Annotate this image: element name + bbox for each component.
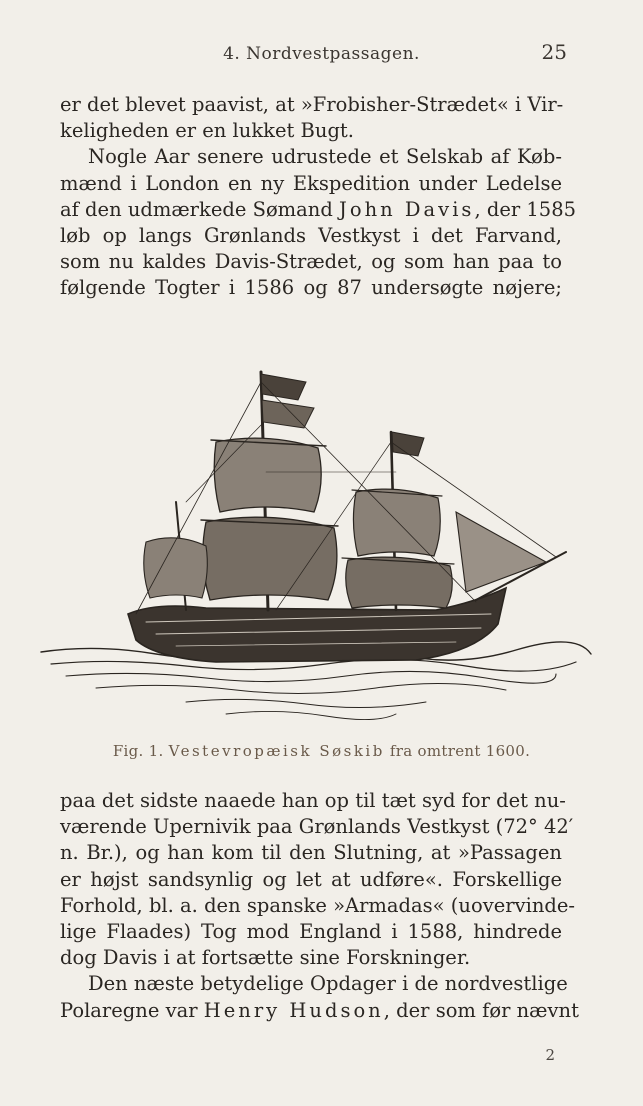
text-line: Nogle Aar senere udrustede et Selskab af Køb-: [88, 145, 562, 169]
text-segment: af den udmærkede Sømand: [60, 197, 340, 221]
text-segment: , der 1585: [474, 197, 577, 221]
caption-prefix: Fig. 1.: [112, 742, 164, 760]
text-line: følgende Togter i 1586 og 87 undersøgte nøjere;: [60, 276, 562, 300]
text-line: keligheden er en lukket Bugt.: [60, 119, 354, 143]
text-line: n. Br.), og han kom til den Slutning, at »Passagen: [60, 841, 562, 865]
text-block-bottom: [60, 788, 579, 1024]
person-name: John Davis: [339, 197, 475, 221]
signature-mark: 2: [545, 1046, 555, 1064]
text-segment: Polaregne var: [60, 998, 204, 1022]
figure-caption: [0, 742, 643, 760]
person-name: Henry Hudson: [203, 998, 384, 1022]
text-line: er højst sandsynlig og let at udføre«. Forskellige: [60, 867, 562, 891]
page-number: 25: [541, 40, 567, 64]
caption-suffix: fra omtrent 1600.: [389, 742, 531, 760]
running-title: 4. Nordvestpassagen.: [223, 44, 420, 64]
text-line: paa det sidste naaede han op til tæt syd for det nu-: [60, 789, 566, 812]
caption-title: Vestevropæisk Søskib: [168, 742, 385, 760]
text-line: er det blevet paavist, at »Frobisher-Strædet« i Vir-: [60, 93, 564, 116]
text-line: dog Davis i at fortsætte sine Forskninger.: [60, 946, 471, 970]
text-block-top: [60, 92, 577, 302]
text-line: værende Upernivik paa Grønlands Vestkyst (72° 42′: [60, 815, 574, 839]
ship-illustration: [36, 352, 596, 732]
text-line-with-name: [60, 197, 577, 223]
text-segment: , der som før nævnt: [383, 998, 579, 1022]
text-line: som nu kaldes Davis-Strædet, og som han paa to: [60, 250, 562, 274]
text-line: Forhold, bl. a. den spanske »Armadas« (uovervinde-: [60, 893, 575, 917]
text-line: mænd i London en ny Ekspedition under Ledelse: [60, 171, 562, 195]
text-line: Den næste betydelige Opdager i de nordvestlige: [88, 972, 568, 996]
running-head: [0, 40, 643, 72]
text-line: lige Flaades) Tog mod England i 1588, hindrede: [60, 920, 562, 944]
text-line: løb op langs Grønlands Vestkyst i det Farvand,: [60, 224, 562, 248]
text-line-with-name: [60, 998, 579, 1024]
